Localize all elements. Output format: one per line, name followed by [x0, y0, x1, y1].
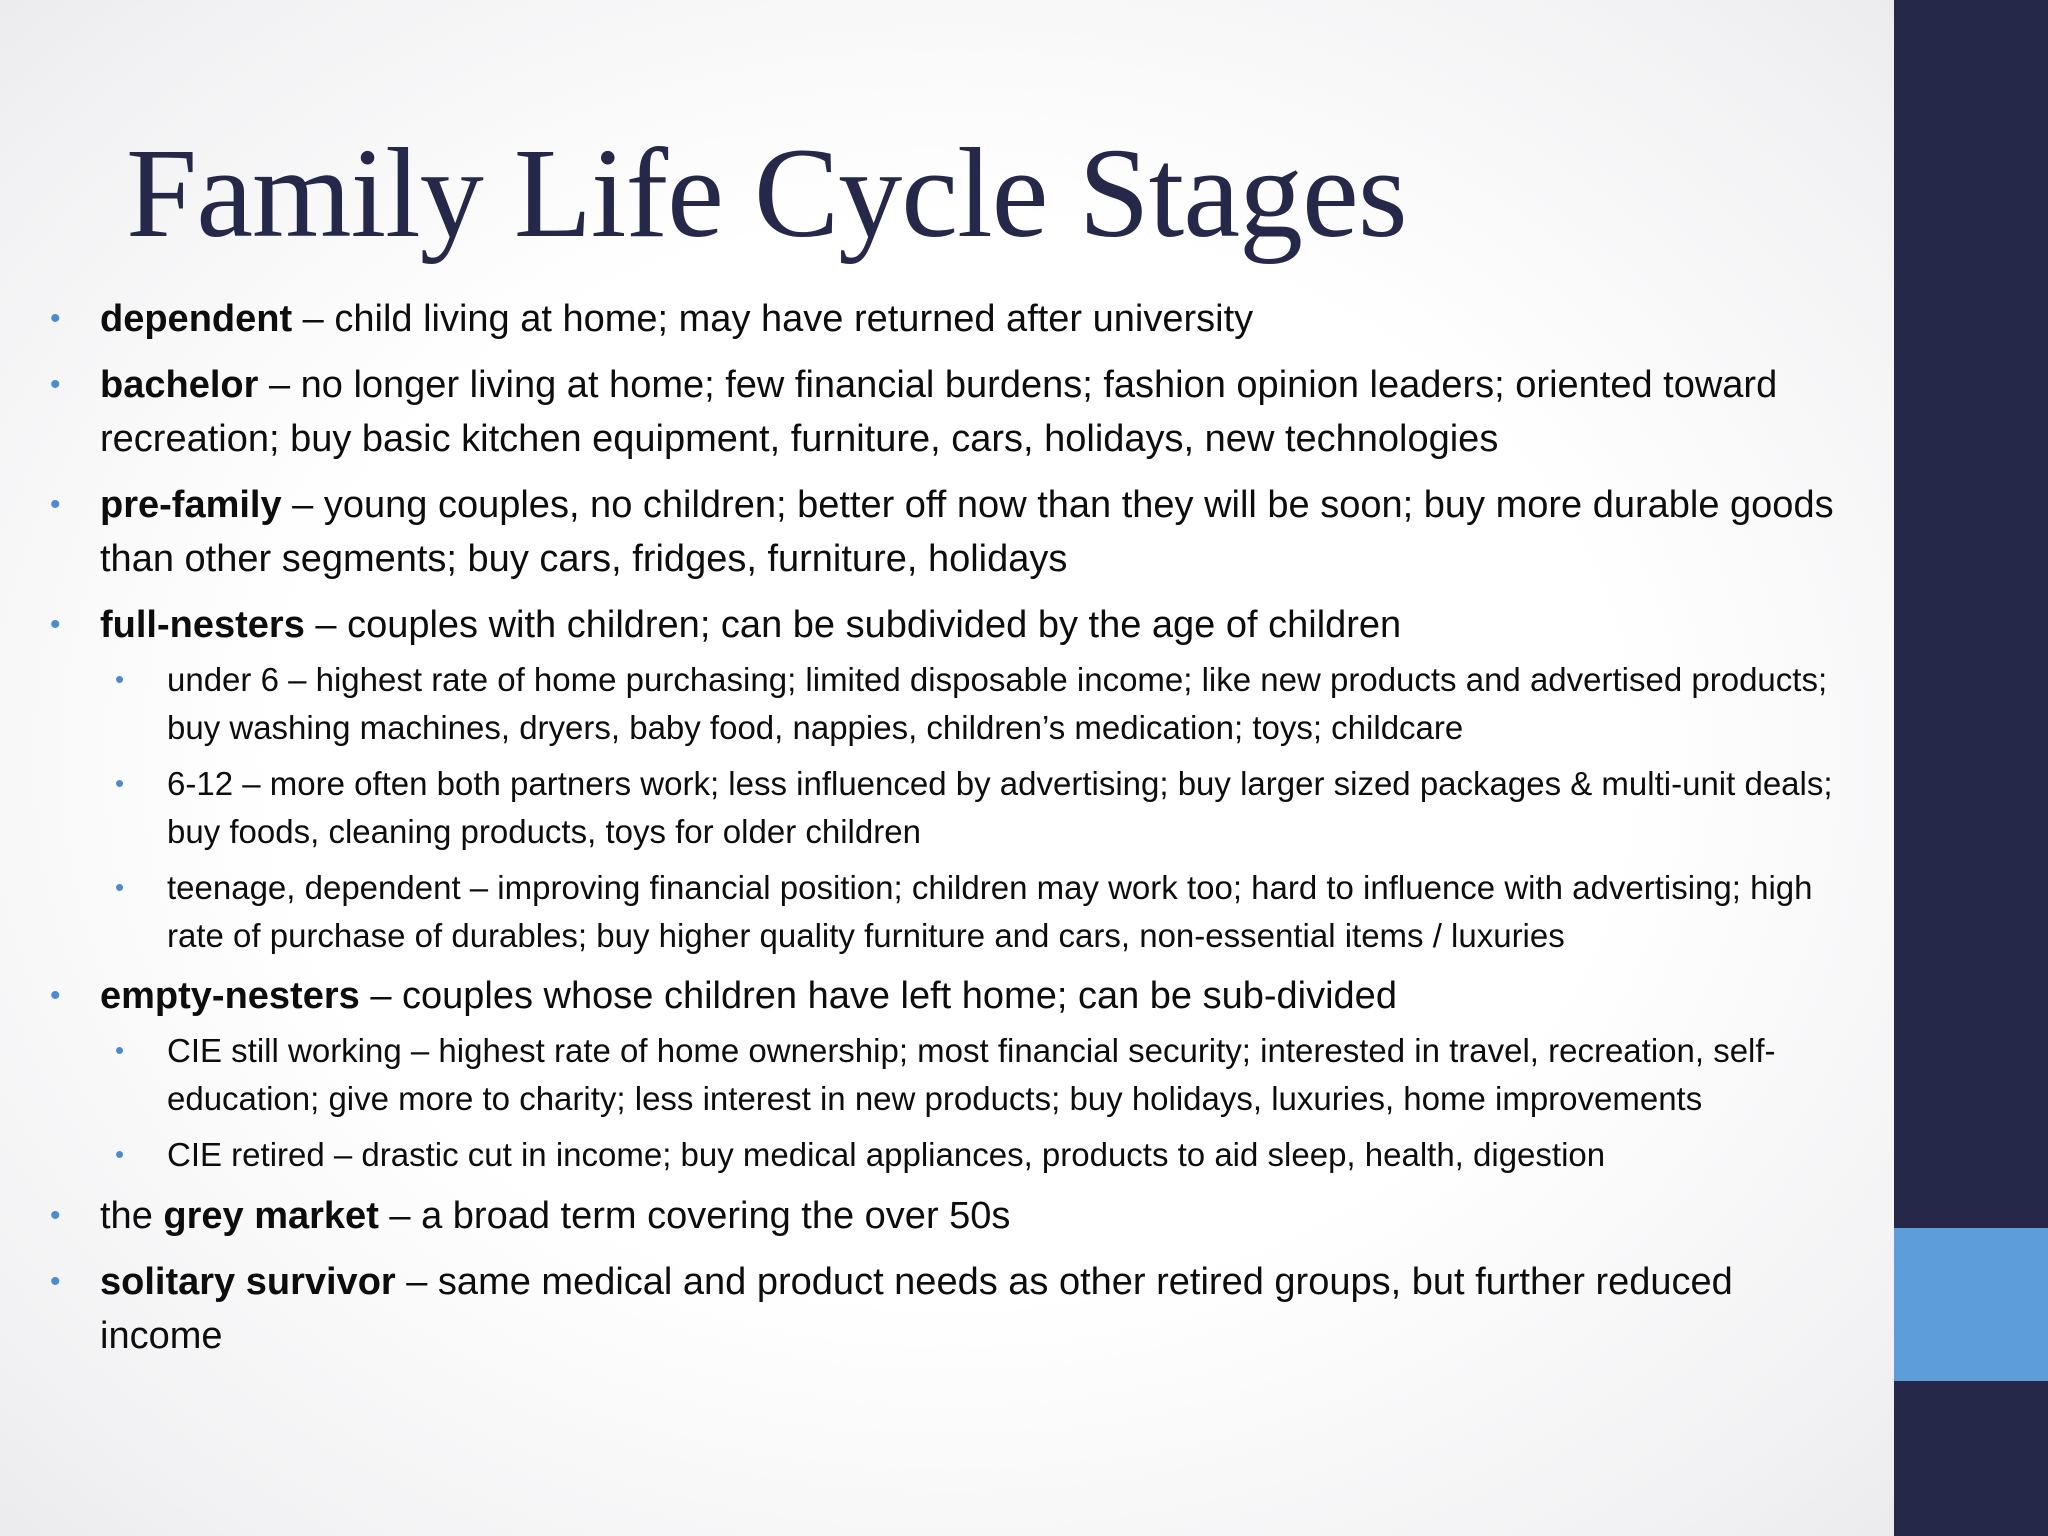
item-text: – child living at home; may have returned after university	[292, 298, 1254, 340]
bullet-list	[0, 292, 1860, 1375]
bullet-icon: •	[50, 608, 61, 641]
bullet-icon: •	[50, 979, 61, 1012]
list-item-grey-market	[0, 1189, 1860, 1243]
term-full-nesters: full-nesters	[100, 604, 305, 646]
term-dependent: dependent	[100, 298, 293, 340]
sub-item-text: 6-12 – more often both partners work; less influenced by advertising; buy larger sized packages & multi-unit deals; buy foods, cleaning products, toys for older children	[167, 765, 1833, 850]
list-item-empty-nesters	[0, 969, 1860, 1023]
bullet-icon: •	[50, 1264, 61, 1298]
sub-item-text: under 6 – highest rate of home purchasing; limited disposable income; like new products and advertised products; buy washing machines, dryers, baby food, nappies, children’s medication; toys; childcare	[167, 661, 1828, 746]
item-text: – a broad term covering the over 50s	[378, 1194, 1011, 1237]
sub-item-cie-working	[0, 1027, 1860, 1122]
list-item-bachelor	[0, 358, 1860, 466]
sub-item-6-12	[0, 760, 1860, 855]
bullet-icon: •	[50, 302, 61, 335]
bullet-icon: •	[115, 664, 125, 694]
side-accent-block	[1894, 1228, 2048, 1381]
item-text: – couples with children; can be subdivided by the age of children	[304, 604, 1402, 646]
list-item-pre-family	[0, 478, 1860, 586]
item-text: – no longer living at home; few financial burdens; fashion opinion leaders; oriented toward recreation; buy basic kitchen equipment, furniture, cars, holidays, new technologies	[100, 364, 1778, 460]
list-item-dependent	[0, 292, 1860, 346]
bullet-icon: •	[115, 872, 125, 902]
sub-item-teenage	[0, 864, 1860, 959]
term-solitary-survivor: solitary survivor	[100, 1260, 396, 1303]
list-item-full-nesters	[0, 598, 1860, 652]
slide-title: Family Life Cycle Stages	[126, 122, 1407, 264]
term-pre-family: pre-family	[100, 484, 282, 526]
sub-item-text: CIE retired – drastic cut in income; buy medical appliances, products to aid sleep, health, digestion	[167, 1136, 1606, 1173]
item-text: – couples whose children have left home; can be sub-divided	[359, 975, 1397, 1017]
bullet-icon: •	[115, 768, 125, 798]
sub-item-cie-retired	[0, 1131, 1860, 1179]
bullet-icon: •	[115, 1139, 125, 1169]
term-grey-market: grey market	[163, 1194, 379, 1237]
sub-item-text: teenage, dependent – improving financial position; children may work too; hard to influence with advertising; high rate of purchase of durables; buy higher quality furniture and cars, non-essential items / luxuries	[167, 869, 1813, 954]
bullet-icon: •	[50, 488, 61, 521]
bullet-icon: •	[50, 1198, 61, 1232]
list-item-solitary-survivor	[0, 1255, 1860, 1363]
term-empty-nesters: empty-nesters	[100, 975, 360, 1017]
item-text: – same medical and product needs as other retired groups, but further reduced income	[100, 1260, 1733, 1357]
bullet-icon: •	[50, 368, 61, 401]
sub-item-text: CIE still working – highest rate of home ownership; most financial security; interested in travel, recreation, self-education; give more to charity; less interest in new products; buy holidays, luxuries, home improvements	[167, 1032, 1776, 1117]
item-text: – young couples, no children; better off now than they will be soon; buy more durable goods than other segments; buy cars, fridges, furniture, holidays	[100, 484, 1834, 580]
bullet-icon: •	[115, 1035, 125, 1065]
item-prefix: the	[100, 1194, 164, 1237]
sub-item-under-6	[0, 656, 1860, 751]
term-bachelor: bachelor	[100, 364, 259, 406]
